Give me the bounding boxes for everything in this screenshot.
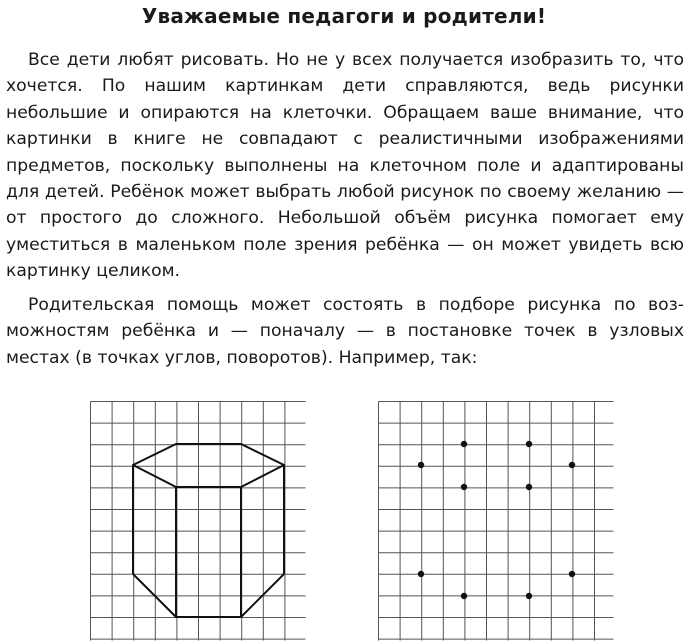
dot [526,484,532,490]
dot [418,462,424,468]
example-grid-dots [378,401,614,641]
example-grid-drawing [90,401,306,641]
dot [461,484,467,490]
intro-paragraph: Все дети любят рисовать. Но не у всех получается изобразить то, что хочется. По нашим картинкам дети справляются, ведь рисунки небольшие и опираются на клеточки. Обращаем ваше внимание, что картинки в книге не совпадают с реалистичными изображениями предметов, поскольку выполнены на клеточном поле и адаптированы для детей. Ребёнок может выбрать любой рисунок по своему желанию — от простого до сложного. Небольшой объём рисунка помогает ему уместиться в маленьком поле зрения ребёнка — он может увидеть всю картинку целиком. [6,50,684,282]
dot [569,462,575,468]
page-title: Уважаемые педагоги и родители! [141,4,547,28]
dot [526,593,532,599]
dot [418,571,424,577]
help-paragraph: Родительская помощь может состоять в подборе рисунка по возможностям ребёнка и — поначалу — в постановке точек в узловых местах (в точках углов, поворотов). Например, так: [6,295,684,368]
dot [526,441,532,447]
dot [461,593,467,599]
dot [461,441,467,447]
dot [569,571,575,577]
